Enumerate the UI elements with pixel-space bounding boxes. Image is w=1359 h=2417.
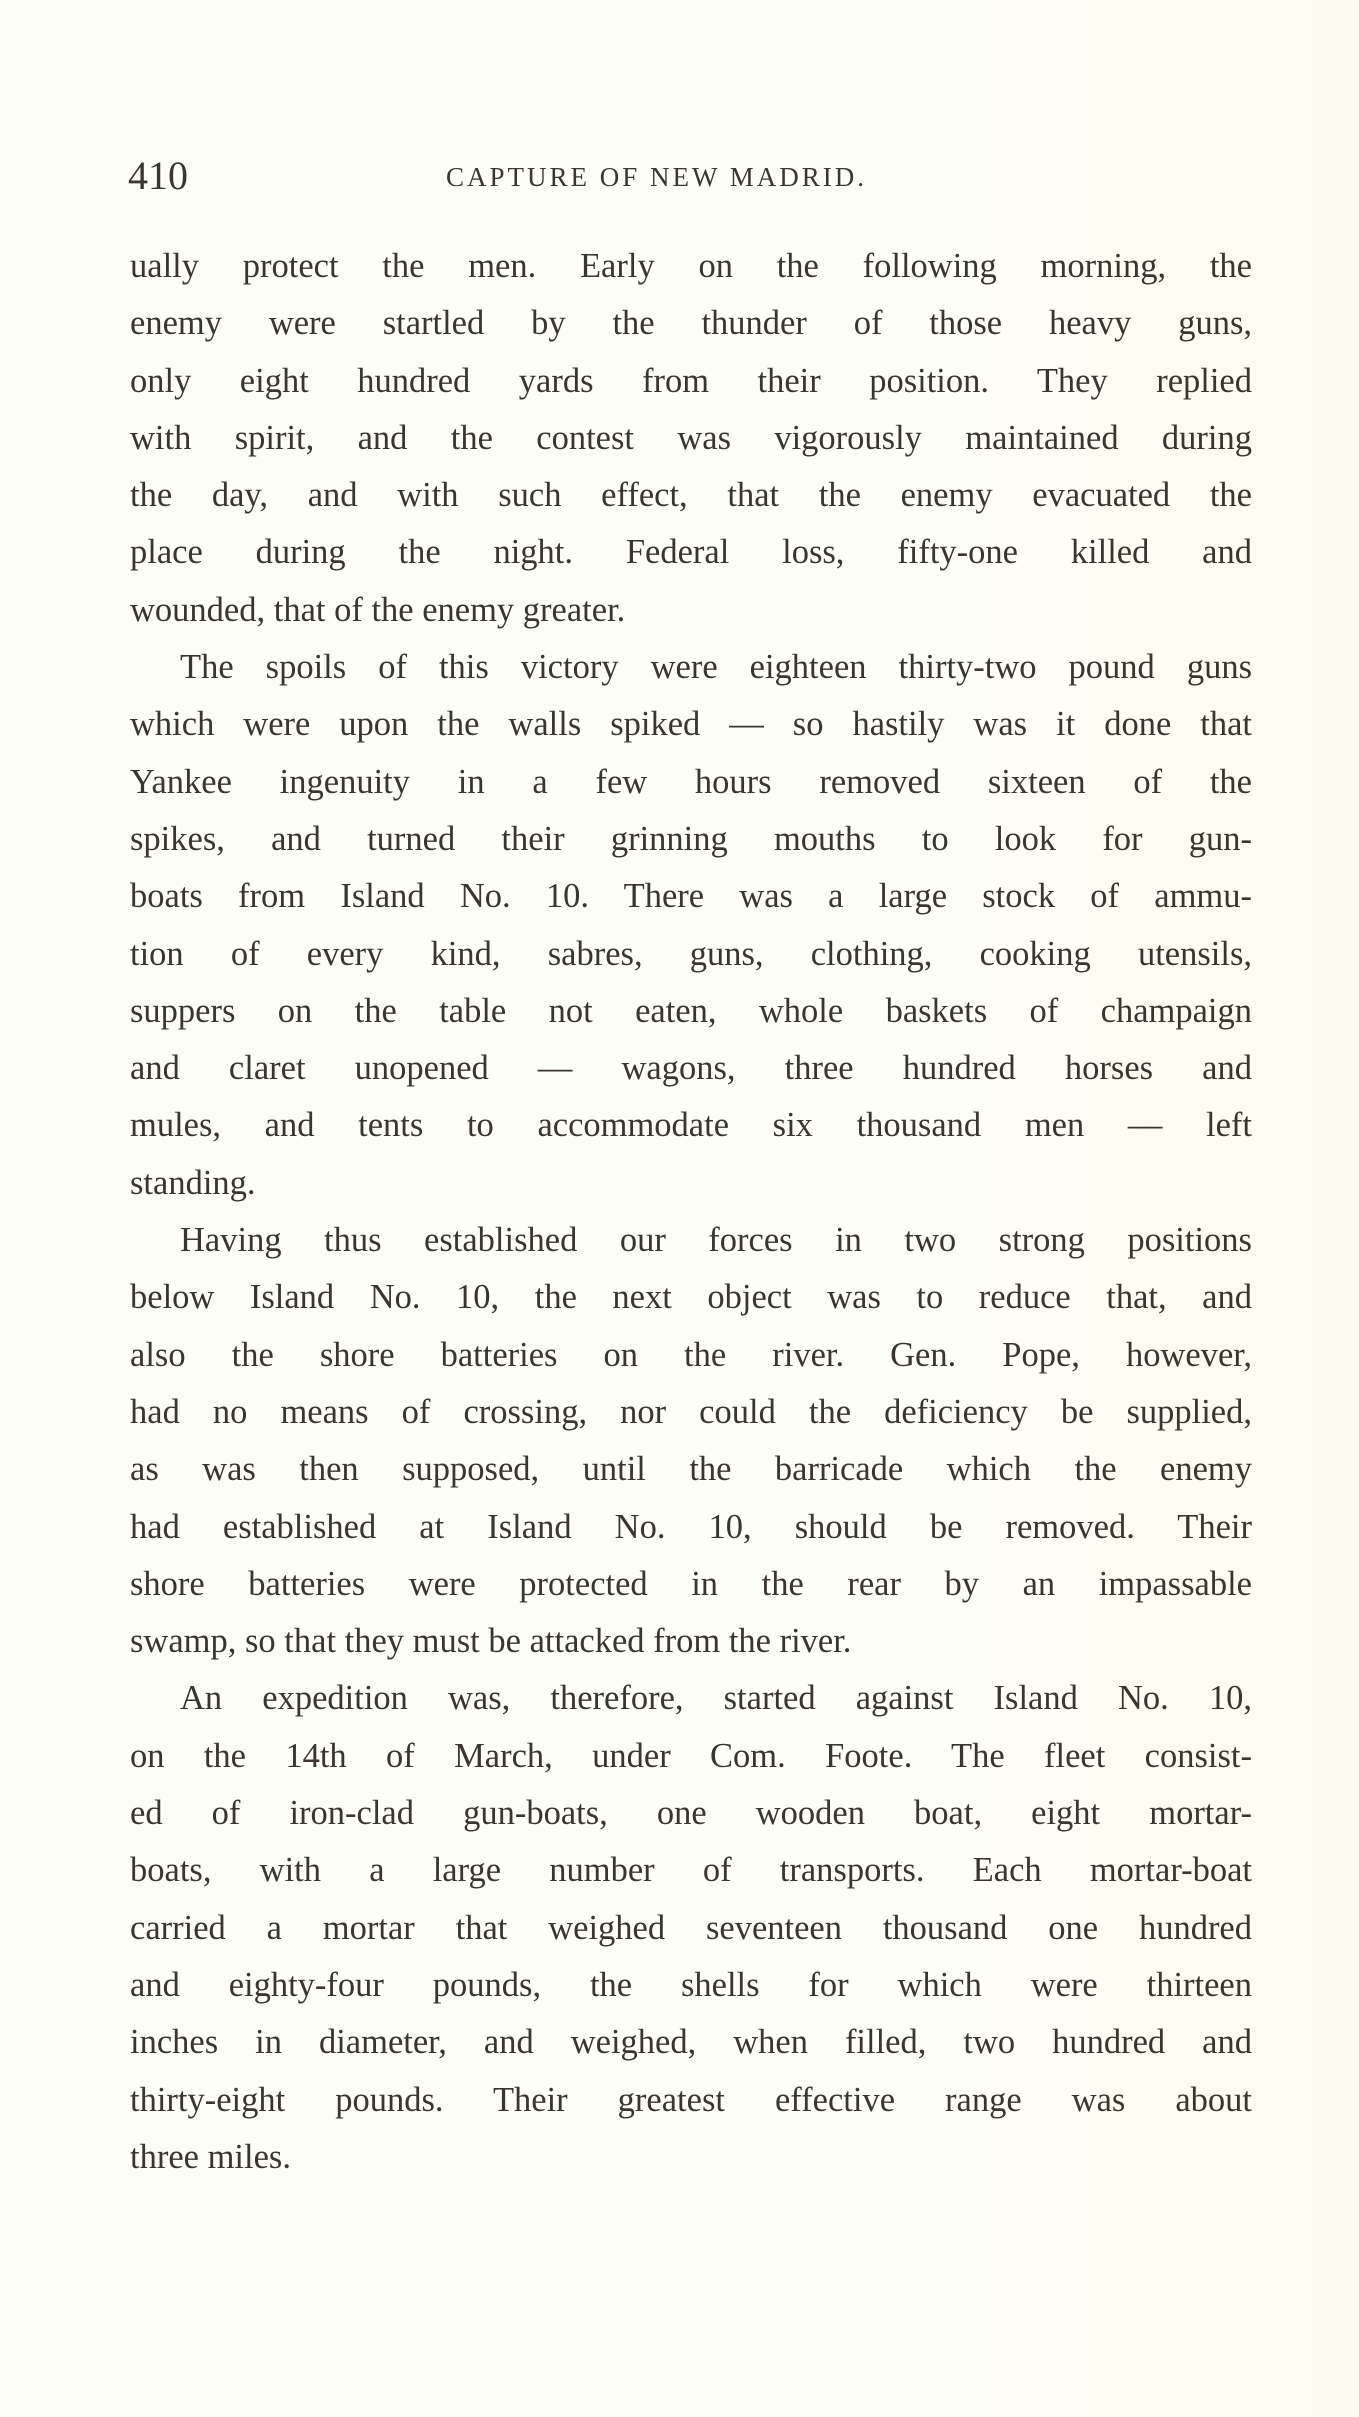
text-line: had established at Island No. 10, should be removed. Their	[130, 1507, 1252, 1546]
text-line: suppers on the table not eaten, whole baskets of champaign	[130, 991, 1252, 1030]
text-line: three miles.	[130, 2137, 291, 2176]
text-line: with spirit, and the contest was vigorously maintained during	[130, 418, 1252, 457]
text-line: An expedition was, therefore, started against Island No. 10,	[180, 1679, 1252, 1718]
text-line: wounded, that of the enemy greater.	[130, 590, 626, 629]
chapter-title: CAPTURE OF NEW MADRID.	[446, 162, 868, 192]
text-line: also the shore batteries on the river. Gen. Pope, however,	[130, 1335, 1252, 1374]
text-line: ed of iron-clad gun-boats, one wooden boat, eight mortar-	[130, 1794, 1252, 1833]
text-line: and claret unopened — wagons, three hundred horses and	[130, 1049, 1252, 1088]
body-text	[130, 238, 1252, 2186]
text-line: shore batteries were protected in the rear by an impassable	[130, 1564, 1252, 1603]
text-line: thirty-eight pounds. Their greatest effective range was about	[130, 2080, 1252, 2119]
text-line: boats, with a large number of transports. Each mortar-boat	[130, 1851, 1252, 1890]
text-line: spikes, and turned their grinning mouths to look for gun-	[130, 819, 1252, 858]
text-line: which were upon the walls spiked — so hastily was it done that	[130, 705, 1252, 744]
text-line: ually protect the men. Early on the following morning, the	[130, 247, 1252, 285]
text-line: swamp, so that they must be attacked from the river.	[130, 1622, 852, 1661]
text-line: inches in diameter, and weighed, when filled, two hundred and	[130, 2023, 1252, 2062]
text-line: Having thus established our forces in two strong positions	[180, 1221, 1252, 1260]
text-line: The spoils of this victory were eighteen thirty-two pound guns	[180, 648, 1252, 687]
text-line: only eight hundred yards from their position. They replied	[130, 361, 1252, 400]
paragraph-3	[130, 1212, 1252, 1670]
text-line: Yankee ingenuity in a few hours removed sixteen of the	[130, 762, 1252, 801]
text-line: place during the night. Federal loss, fifty-one killed and	[130, 533, 1252, 572]
text-line: boats from Island No. 10. There was a large stock of ammu-	[130, 877, 1252, 916]
running-head	[128, 152, 1248, 212]
paragraph-4	[130, 1670, 1252, 2186]
text-line: the day, and with such effect, that the enemy evacuated the	[130, 476, 1252, 515]
text-line: standing.	[130, 1163, 256, 1202]
text-line: as was then supposed, until the barricade which the enemy	[130, 1450, 1252, 1489]
text-line: tion of every kind, sabres, guns, clothing, cooking utensils,	[130, 934, 1252, 973]
text-line: below Island No. 10, the next object was to reduce that, and	[130, 1278, 1252, 1317]
paragraph-2	[130, 639, 1252, 1212]
text-line: mules, and tents to accommodate six thousand men — left	[130, 1106, 1252, 1145]
text-line: and eighty-four pounds, the shells for which were thirteen	[130, 1965, 1252, 2004]
paragraph-1	[130, 238, 1252, 639]
page-number: 410	[128, 153, 188, 198]
text-line: had no means of crossing, nor could the deficiency be supplied,	[130, 1392, 1252, 1431]
text-line: carried a mortar that weighed seventeen thousand one hundred	[130, 1908, 1252, 1947]
text-line: on the 14th of March, under Com. Foote. The fleet consist-	[130, 1736, 1252, 1775]
text-line: enemy were startled by the thunder of those heavy guns,	[130, 304, 1252, 343]
